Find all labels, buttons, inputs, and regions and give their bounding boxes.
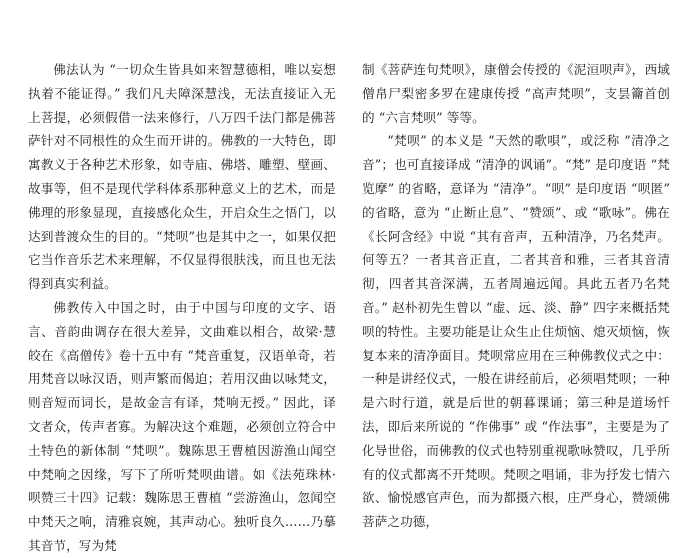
paragraph-continuation: 制《菩萨连句梵呗》，康僧会传授的《泥洹呗声》，西域僧帛尸梨密多罗在建康传授 “高声梵呗”，支昙籥首创的 “六言梵呗” 等等。 bbox=[362, 62, 670, 125]
paragraph-meaning-of-fanbai: “梵呗” 的本义是 “天然的歌唄”，或泛称 “清净之音”；也可直接译成 “清净的讽诵”。“梵” 是印度语 “梵览摩” 的省略，意译为 “清净”。“呗” 是印度语 “呗匿” 的省略，意为 “止断止息”、“赞颂”、或 “歌咏”。佛在《长阿含经》中说 “其有音声，五种清净，乃名梵声。何等五？一者其音正直，二者其音和雅，三者其音清彻，四者其音深满，五者周遍远闻。具此五者乃名梵音。” 赵朴初先生曾以 “虚、远、淡、静” 四字来概括梵呗的特性。主要功能是让众生止住烦恼、熄灭烦恼，恢复本来的清净面目。梵呗常应用在三种佛教仪式之中：一种是讲经仪式，一般在讲经前后，必须唱梵呗；一种是六时行道，就是后世的朝暮课诵；第三种是道场忏法，即后来所说的 “作佛事” 或 “作法事”，主要是为了化导世俗，而佛教的仪式也特别重视歌咏赞叹，几乎所有的仪式都离不开梵呗。梵呗之唱诵，非为抒发七情六欲、愉悦感官声色，而为都摄六根，庄严身心，赞颂佛菩萨之功德， bbox=[362, 133, 670, 530]
paragraph-transmission-to-china: 佛教传入中国之时，由于中国与印度的文字、语言、音韵曲调存在很大差异，文曲难以相合，故梁·慧皎在《高僧传》卷十五中有 “梵音重复，汉语单奇，若用梵音以咏汉语，则声繁而偈迫；若用汉曲以咏梵文，则音短而词长，是故金言有译，梵响无授。” 因此，译文者众，传声者寡。为解决这个难题，必须创立符合中土特色的新体制 “梵呗”。魏陈思王曹植因游渔山闻空中梵响之因缘，写下了所听梵呗曲谱。如《法苑珠林·呗赞三十四》记载：魏陈思王曹植 “尝游渔山，忽闻空中梵天之响，清雅哀婉，其声动心。独听良久……乃摹其音节，写为梵 bbox=[28, 299, 336, 553]
left-text-column bbox=[28, 58, 336, 558]
paragraph-buddhist-view: 佛法认为 “一切众生皆具如来智慧德相，唯以妄想执着不能证得。” 我们凡夫障深慧浅，无法直接证入无上菩提，必须假借一法来修行，八万四千法门都是佛菩萨针对不同根性的众生而开讲的。佛教的一大特色，即寓教义于各种艺术形象，如寺庙、佛塔、雕塑、壁画、故事等，但不是现代学科体系那种意义上的艺术，而是佛理的形象显现，直接感化众生，开启众生之悟门，以达到普渡众生的目的。“梵呗”也是其中之一，如果仅把它当作音乐艺术来理解，不仅显得很肤浅，而且也无法得到真实利益。 bbox=[28, 62, 336, 292]
right-text-column bbox=[362, 58, 670, 534]
